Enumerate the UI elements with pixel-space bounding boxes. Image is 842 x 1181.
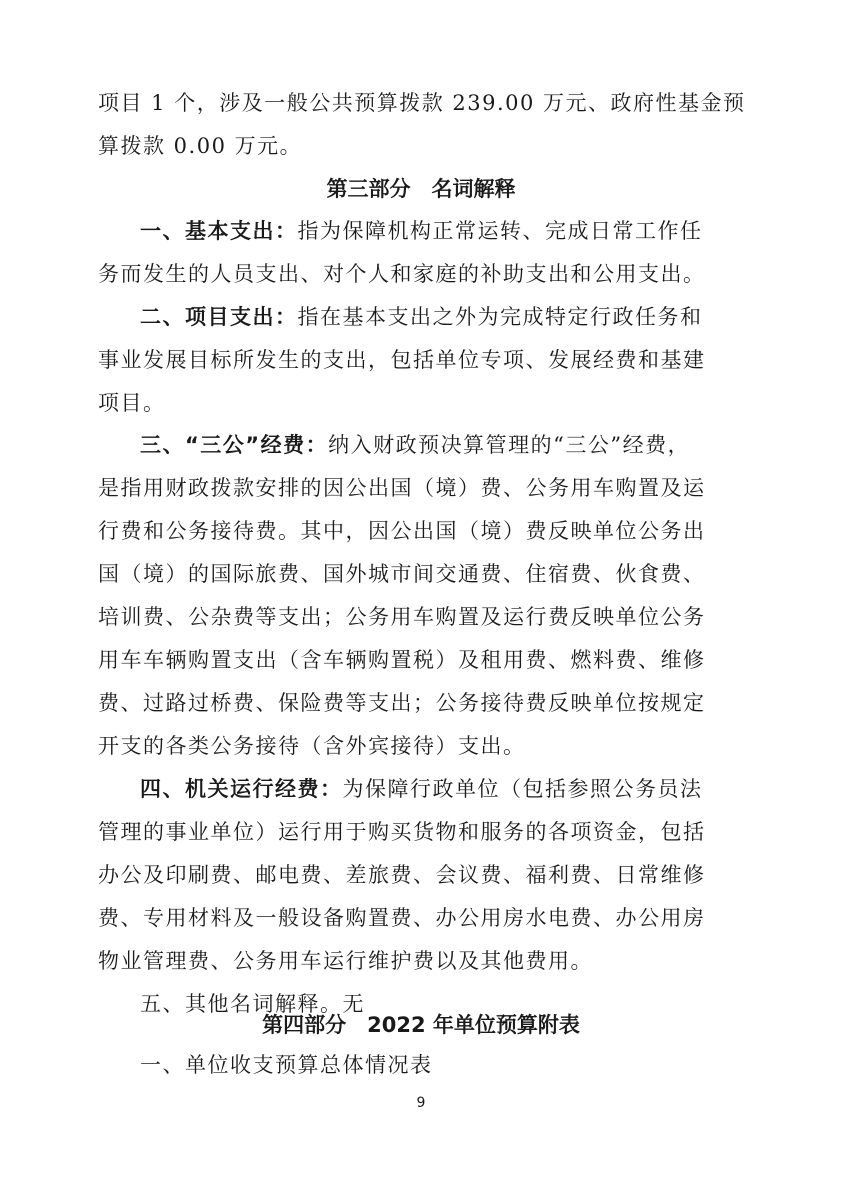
definition-line: 物业管理费、公务用车运行维护费以及其他费用。 xyxy=(98,949,593,973)
definition-text: 为保障行政单位（包括参照公务员法 xyxy=(342,777,703,801)
definition-operating-expenses xyxy=(140,774,703,804)
definition-line: 项目。 xyxy=(98,391,166,415)
definition-line: 费、过路过桥费、保险费等支出；公务接待费反映单位按规定 xyxy=(98,691,706,715)
term-label: 一、基本支出： xyxy=(140,219,298,243)
definition-line: 事业发展目标所发生的支出，包括单位专项、发展经费和基建 xyxy=(98,348,706,372)
definition-line: 用车车辆购置支出（含车辆购置税）及租用费、燃料费、维修 xyxy=(98,648,706,672)
term-label: 三、“三公”经费： xyxy=(140,433,329,457)
definition-line: 办公及印刷费、邮电费、差旅费、会议费、福利费、日常维修 xyxy=(98,863,706,887)
definition-line: 费、专用材料及一般设备购置费、办公用房水电费、办公用房 xyxy=(98,906,706,930)
section-heading-part4: 第四部分 2022 年单位预算附表 xyxy=(262,1013,580,1037)
definition-line: 培训费、公杂费等支出；公务用车购置及运行费反映单位公务 xyxy=(98,605,706,629)
table-list-item: 一、单位收支预算总体情况表 xyxy=(140,1053,433,1077)
definition-line: 管理的事业单位）运行用于购买货物和服务的各项资金，包括 xyxy=(98,820,706,844)
definition-three-public-expenses xyxy=(140,430,690,460)
section-heading-part3: 第三部分 名词解释 xyxy=(326,177,516,201)
definition-project-expenditure xyxy=(140,302,703,332)
definition-line: 是指用财政拨款安排的因公出国（境）费、公务用车购置及运 xyxy=(98,476,706,500)
page-number: 9 xyxy=(416,1095,426,1111)
definition-line: 开支的各类公务接待（含外宾接待）支出。 xyxy=(98,734,526,758)
definition-basic-expenditure xyxy=(140,216,703,246)
definition-other: 五、其他名词解释。无 xyxy=(140,992,365,1016)
definition-text: 指为保障机构正常运转、完成日常工作任 xyxy=(297,219,703,243)
term-label: 四、机关运行经费： xyxy=(140,777,343,801)
definition-line: 务而发生的人员支出、对个人和家庭的补助支出和公用支出。 xyxy=(98,262,706,286)
definition-text: 指在基本支出之外为完成特定行政任务和 xyxy=(297,305,703,329)
definition-text: 纳入财政预决算管理的“三公”经费， xyxy=(328,433,691,457)
definition-line: 行费和公务接待费。其中，因公出国（境）费反映单位公务出 xyxy=(98,519,706,543)
intro-line-1: 项目 1 个，涉及一般公共预算拨款 239.00 万元、政府性基金预 xyxy=(98,91,746,115)
term-label: 二、项目支出： xyxy=(140,305,298,329)
definition-line: 国（境）的国际旅费、国外城市间交通费、住宿费、伙食费、 xyxy=(98,562,706,586)
intro-line-2: 算拨款 0.00 万元。 xyxy=(98,134,303,158)
